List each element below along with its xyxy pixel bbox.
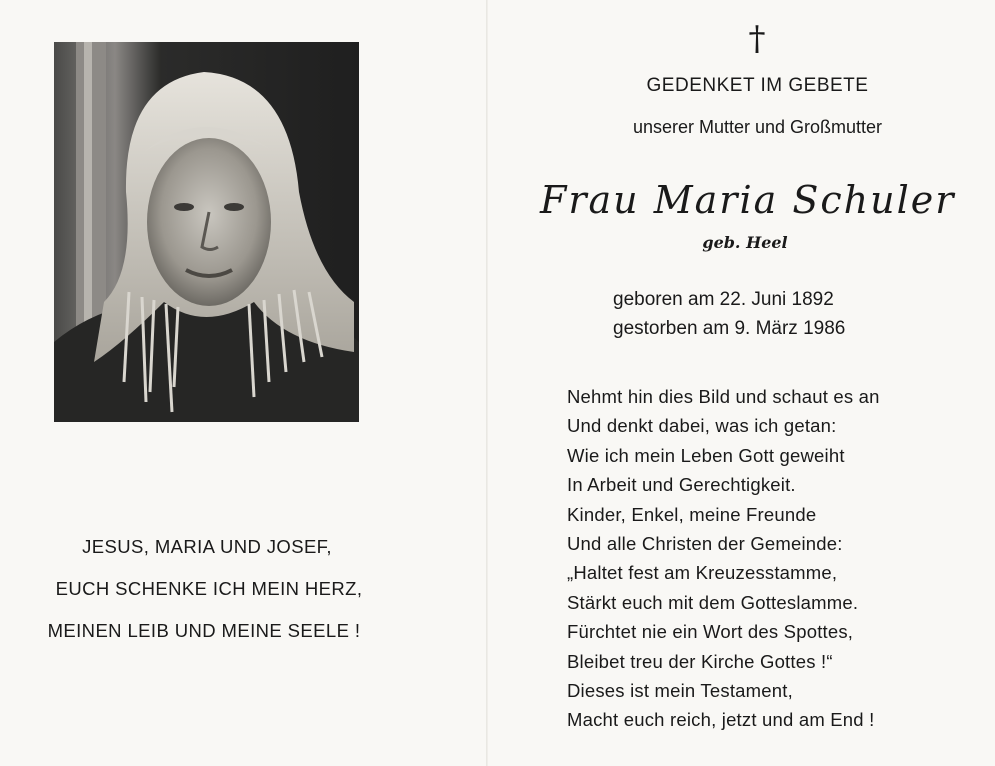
prayer-line-1: JESUS, MARIA UND JOSEF, (82, 536, 332, 557)
memorial-heading: GEDENKET IM GEBETE (646, 75, 869, 96)
poem-line: In Arbeit und Gerechtigkeit. (567, 474, 796, 496)
poem-line: Fürchtet nie ein Wort des Spottes, (567, 621, 854, 643)
poem-line: Kinder, Enkel, meine Freunde (567, 503, 817, 525)
cross-icon: † (748, 19, 766, 59)
poem-line: Stärkt euch mit dem Gotteslamme. (567, 591, 859, 613)
deceased-name: Frau Maria Schuler (540, 178, 956, 222)
prayer-line-3: MEINEN LEIB UND MEINE SEELE ! (47, 620, 361, 641)
birth-date: geboren am 22. Juni 1892 (613, 289, 834, 310)
memorial-poem (567, 382, 880, 735)
card-fold (486, 0, 488, 766)
poem-line: Dieses ist mein Testament, (567, 679, 793, 701)
poem-line: Nehmt hin dies Bild und schaut es an (567, 386, 880, 407)
poem-line: Bleibet treu der Kirche Gottes !“ (567, 650, 833, 672)
prayer-line-2: EUCH SCHENKE ICH MEIN HERZ, (55, 578, 363, 599)
portrait-photo (54, 42, 359, 422)
memorial-subheading: unserer Mutter und Großmutter (632, 117, 883, 137)
death-date: gestorben am 9. März 1986 (613, 318, 846, 339)
maiden-name: geb. Heel (702, 233, 788, 252)
poem-line: „Haltet fest am Kreuzesstamme, (567, 562, 838, 584)
poem-line: Macht euch reich, jetzt und am End ! (567, 709, 875, 731)
poem-line: Wie ich mein Leben Gott geweiht (567, 444, 845, 466)
poem-line: Und denkt dabei, was ich getan: (567, 415, 837, 437)
poem-line: Und alle Christen der Gemeinde: (567, 532, 843, 554)
